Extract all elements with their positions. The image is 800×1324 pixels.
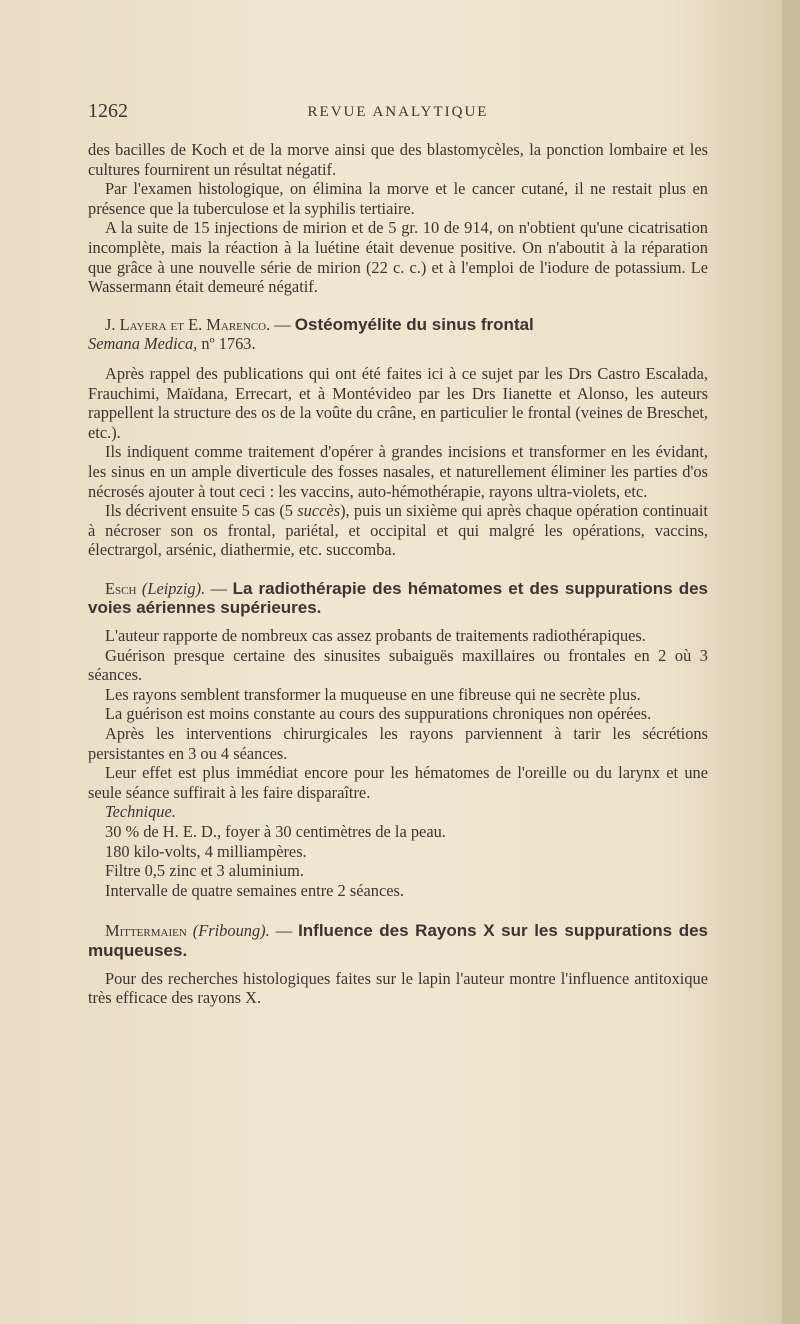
article-2-technique-line-4: Intervalle de quatre semaines entre 2 séances. xyxy=(105,880,404,900)
article-3-title: Influence des Rayons X sur les suppurations des muqueuses. xyxy=(88,921,708,960)
article-1-authors: J. Layera et E. Marenco. xyxy=(105,314,271,334)
article-3-paragraph-1: Pour des recherches histologiques faites sur le lapin l'auteur montre l'influence antitoxique très efficace des rayons X. xyxy=(88,968,708,1008)
article-1 xyxy=(88,315,708,560)
article-3-source: (Friboung). xyxy=(192,921,270,941)
article-2-paragraph-6: Leur effet est plus immédiat encore pour les hématomes de l'oreille ou du larynx et une seule séance suffirait à les faire disparaître. xyxy=(88,763,708,802)
article-1-paragraph-1: Après rappel des publications qui ont été faites ici à ce sujet par les Drs Castro Escalada, Frauchimi, Maïdana, Errecart, et à Montévideo par les Drs Iianette et Alonso, les auteurs rappellent la structure des os de la voûte du crâne, en particulier le frontal (veines de Breschet, etc.). xyxy=(88,363,708,442)
article-2-paragraph-3: Les rayons semblent transformer la muqueuse en une fibreuse qui ne secrète plus. xyxy=(105,684,641,704)
article-2-technique-label: Technique. xyxy=(105,802,176,822)
article-1-paragraph-3 xyxy=(88,501,708,560)
article-1-title: Ostéomyélite du sinus frontal xyxy=(294,314,534,334)
article-3-dash: — xyxy=(269,921,299,941)
article-2 xyxy=(88,579,708,901)
page-number: 1262 xyxy=(88,100,128,122)
article-2-technique-line-1: 30 % de H. E. D., foyer à 30 centimètres de la peau. xyxy=(105,822,446,841)
article-1-paragraph-3-end: ), puis un sixième qui après chaque opération continuait à nécroser son os frontal, pariétal, et occipital et qui malgré les opérations, vaccins, électrargol, arsénic, diathermie, etc. succomba. xyxy=(88,501,708,560)
running-title: REVUE ANALYTIQUE xyxy=(307,104,489,120)
article-1-paragraph-3-italic: succès xyxy=(297,501,341,521)
article-2-technique-line-3: Filtre 0,5 zinc et 3 aluminium. xyxy=(105,861,304,881)
article-1-heading xyxy=(88,315,708,335)
page-header xyxy=(88,100,708,126)
article-3-heading xyxy=(88,921,708,960)
article-2-title: La radiothérapie des hématomes et des suppurations des voies aériennes supérieures. xyxy=(88,578,708,618)
article-1-paragraph-3-start: Ils décrivent ensuite 5 cas (5 xyxy=(105,501,298,521)
article-1-source-number: nº 1763. xyxy=(197,334,256,354)
page-body xyxy=(88,140,708,1008)
article-2-source: (Leipzig). xyxy=(141,578,206,598)
intro-paragraph-3: A la suite de 15 injections de mirion et de 5 gr. 10 de 914, on n'obtient qu'une cicatrisation incomplète, mais la réaction à la luétine était devenue positive. On n'aboutit à la réparation que grâce à une nouvelle série de mirion (22 c. c.) et à l'emploi de l'iodure de potassium. Le Wassermann était demeuré négatif. xyxy=(88,218,708,297)
article-2-author: Esch xyxy=(105,578,137,598)
article-2-technique-line-2: 180 kilo-volts, 4 milliampères. xyxy=(105,841,307,861)
article-1-source: Semana Medica, xyxy=(88,334,198,354)
article-3-author: Mittermaien xyxy=(105,921,187,941)
article-1-source-line xyxy=(88,334,708,354)
article-2-heading xyxy=(88,579,708,618)
article-2-dash: — xyxy=(205,578,233,598)
article-3 xyxy=(88,921,708,1007)
intro-paragraph-1: des bacilles de Koch et de la morve ainsi que des blastomycèles, la ponction lombaire et les cultures fournirent un résultat négatif. xyxy=(88,140,708,179)
article-2-paragraph-1: L'auteur rapporte de nombreux cas assez probants de traitements radiothérapiques. xyxy=(105,626,646,646)
intro-paragraph-2: Par l'examen histologique, on élimina la morve et le cancer cutané, il ne restait plus en présence que la tuberculose et la syphilis tertiaire. xyxy=(88,179,708,218)
article-1-paragraph-2: Ils indiquent comme traitement d'opérer à grandes incisions et transformer en les évidant, les sinus en un ample diverticule des fosses nasales, et naturellement éliminer les parties d'os nécrosés ajouter à tout ceci : les vaccins, auto-hémothérapie, rayons ultra-violets, etc. xyxy=(88,442,708,501)
article-2-paragraph-4: La guérison est moins constante au cours des suppurations chroniques non opérées. xyxy=(105,704,652,724)
article-2-paragraph-5: Après les interventions chirurgicales les rayons parviennent à tarir les sécrétions persistantes en 3 ou 4 séances. xyxy=(88,724,708,763)
article-1-dash: — xyxy=(270,314,295,334)
article-2-paragraph-2: Guérison presque certaine des sinusites subaiguës maxillaires ou frontales en 2 où 3 séances. xyxy=(88,645,708,685)
